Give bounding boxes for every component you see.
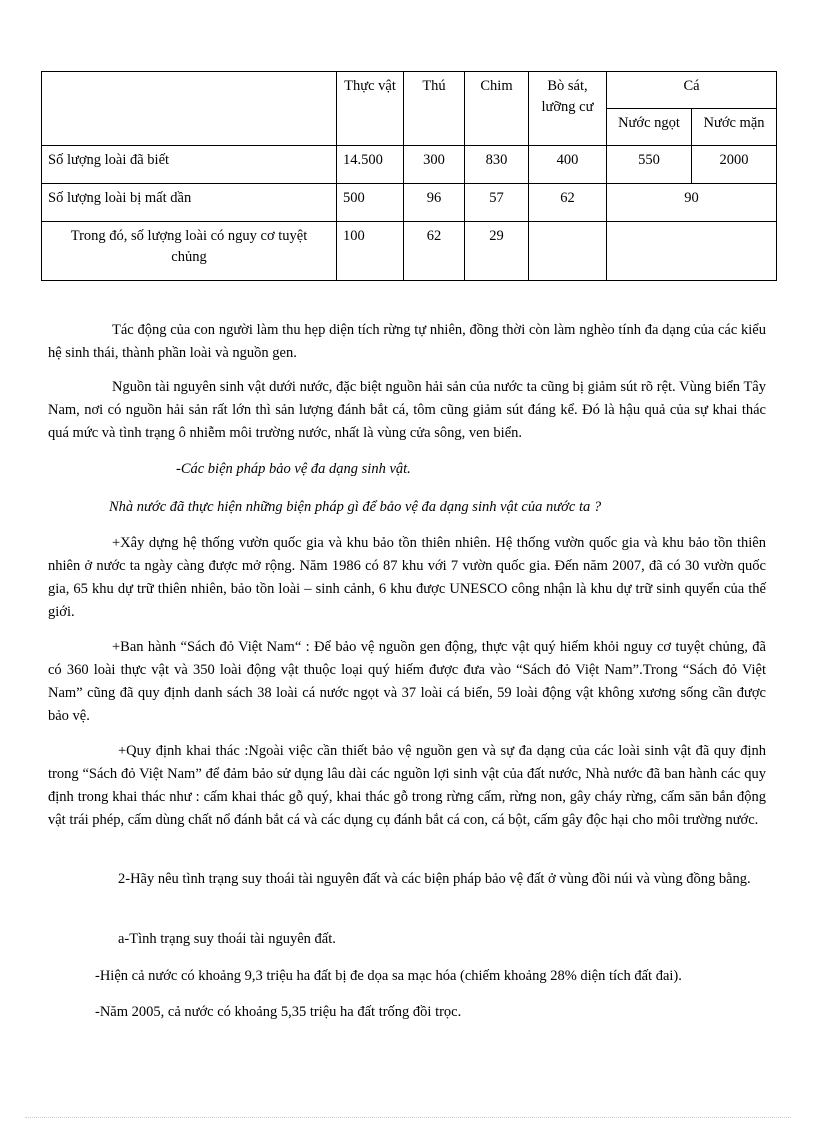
paragraph: Nguồn tài nguyên sinh vật dưới nước, đặc biệt nguồn hải sản của nước ta cũng bị giảm sút rõ rệt. Vùng biển Tây Nam, nơi có nguồn hải sản rất lớn thì sản lượng đánh bắt cá, tôm cũng giảm sút đáng kể. Đó là hậu quả của sự khai thác quá mức và tình trạng ô nhiễm môi trường nước, nhất là vùng cửa sông, ven biển. — [48, 379, 766, 441]
cell-value: 500 — [337, 184, 404, 222]
header-thuc-vat: Thực vật — [337, 72, 404, 146]
table-row — [42, 184, 777, 222]
cell-value: 90 — [607, 184, 777, 222]
cell-value: 62 — [404, 222, 465, 281]
paragraph: Tác động của con người làm thu hẹp diện tích rừng tự nhiên, đồng thời còn làm nghèo tính đa dạng của các kiểu hệ sinh thái, thành phần loài và nguồn gen. — [48, 322, 766, 361]
paragraph: -Năm 2005, cả nước có khoảng 5,35 triệu ha đất trống đồi trọc. — [95, 1004, 462, 1020]
section-heading: -Các biện pháp bảo vệ đa dạng sinh vật. — [176, 461, 411, 477]
cell-empty — [529, 222, 607, 281]
paragraph: 2-Hãy nêu tình trạng suy thoái tài nguyên đất và các biện pháp bảo vệ đất ở vùng đồi núi và vùng đồng bằng. — [118, 871, 751, 887]
cell-value: 830 — [465, 146, 529, 184]
cell-value: 2000 — [692, 146, 777, 184]
page-bottom-divider — [25, 1117, 791, 1118]
cell-value: 550 — [607, 146, 692, 184]
header-nuoc-ngot: Nước ngọt — [607, 109, 692, 146]
cell-empty — [607, 222, 777, 281]
question: Nhà nước đã thực hiện những biện pháp gì để bảo vệ đa dạng sinh vật của nước ta ? — [109, 499, 602, 515]
species-table — [41, 71, 777, 281]
header-ca: Cá — [607, 72, 777, 109]
cell-value: 62 — [529, 184, 607, 222]
cell-value: 300 — [404, 146, 465, 184]
paragraph: +Quy định khai thác :Ngoài việc cần thiết bảo vệ nguồn gen và sự đa dạng của các loài sinh vật đã quy định trong “Sách đỏ Việt Nam” để đảm bảo sử dụng lâu dài các nguồn lợi sinh vật của đất nước, Nhà nước đã ban hành các quy định trong khai thác như : cấm khai thác gỗ quý, khai thác gỗ trong rừng cấm, rừng non, gây cháy rừng, cấm săn bắn động vật trái phép, cấm dùng chất nổ đánh bắt cá và các dụng cụ đánh bắt cá con, cá bột, cấm gây độc hại cho môi trường nước. — [48, 743, 766, 828]
header-thu: Thú — [404, 72, 465, 146]
cell-value: 96 — [404, 184, 465, 222]
table-row — [42, 222, 777, 281]
cell-value: 400 — [529, 146, 607, 184]
paragraph: +Ban hành “Sách đỏ Việt Nam“ : Để bảo vệ nguồn gen động, thực vật quý hiếm khỏi nguy cơ tuyệt chủng, đã có 360 loài thực vật và 350 loài động vật thuộc loại quý hiếm được đưa vào “Sách đỏ Việt Nam”.Trong “Sách đỏ Việt Nam” cũng đã quy định danh sách 38 loài cá nước ngọt và 37 loài cá biển, 59 loài động vật không xương sống cần được bảo vệ. — [48, 639, 766, 724]
header-nuoc-man: Nước mặn — [692, 109, 777, 146]
paragraph: +Xây dựng hệ thống vườn quốc gia và khu bảo tồn thiên nhiên. Hệ thống vườn quốc gia và khu bảo tồn thiên nhiên ở nước ta ngày càng được mở rộng. Năm 1986 có 87 khu với 7 vườn quốc gia. Đến năm 2007, đã có 30 vườn quốc gia, 65 khu dự trữ thiên nhiên, bảo tồn loài – sinh cảnh, 6 khu được UNESCO công nhận là khu dự trữ sinh quyển của thế giới. — [48, 535, 766, 620]
header-bo-sat: Bò sát, lưỡng cư — [529, 72, 607, 146]
paragraph: -Hiện cả nước có khoảng 9,3 triệu ha đất bị đe dọa sa mạc hóa (chiếm khoảng 28% diện tích đất đai). — [95, 968, 682, 984]
subheading: a-Tình trạng suy thoái tài nguyên đất. — [118, 931, 336, 947]
row-label: Số lượng loài bị mất dần — [42, 184, 337, 222]
row-label: Trong đó, số lượng loài có nguy cơ tuyệt chủng — [42, 222, 337, 281]
table-corner-cell — [42, 72, 337, 146]
cell-value: 14.500 — [337, 146, 404, 184]
cell-value: 29 — [465, 222, 529, 281]
cell-value: 57 — [465, 184, 529, 222]
table-row — [42, 146, 777, 184]
cell-value: 100 — [337, 222, 404, 281]
row-label: Số lượng loài đã biết — [42, 146, 337, 184]
header-chim: Chim — [465, 72, 529, 146]
